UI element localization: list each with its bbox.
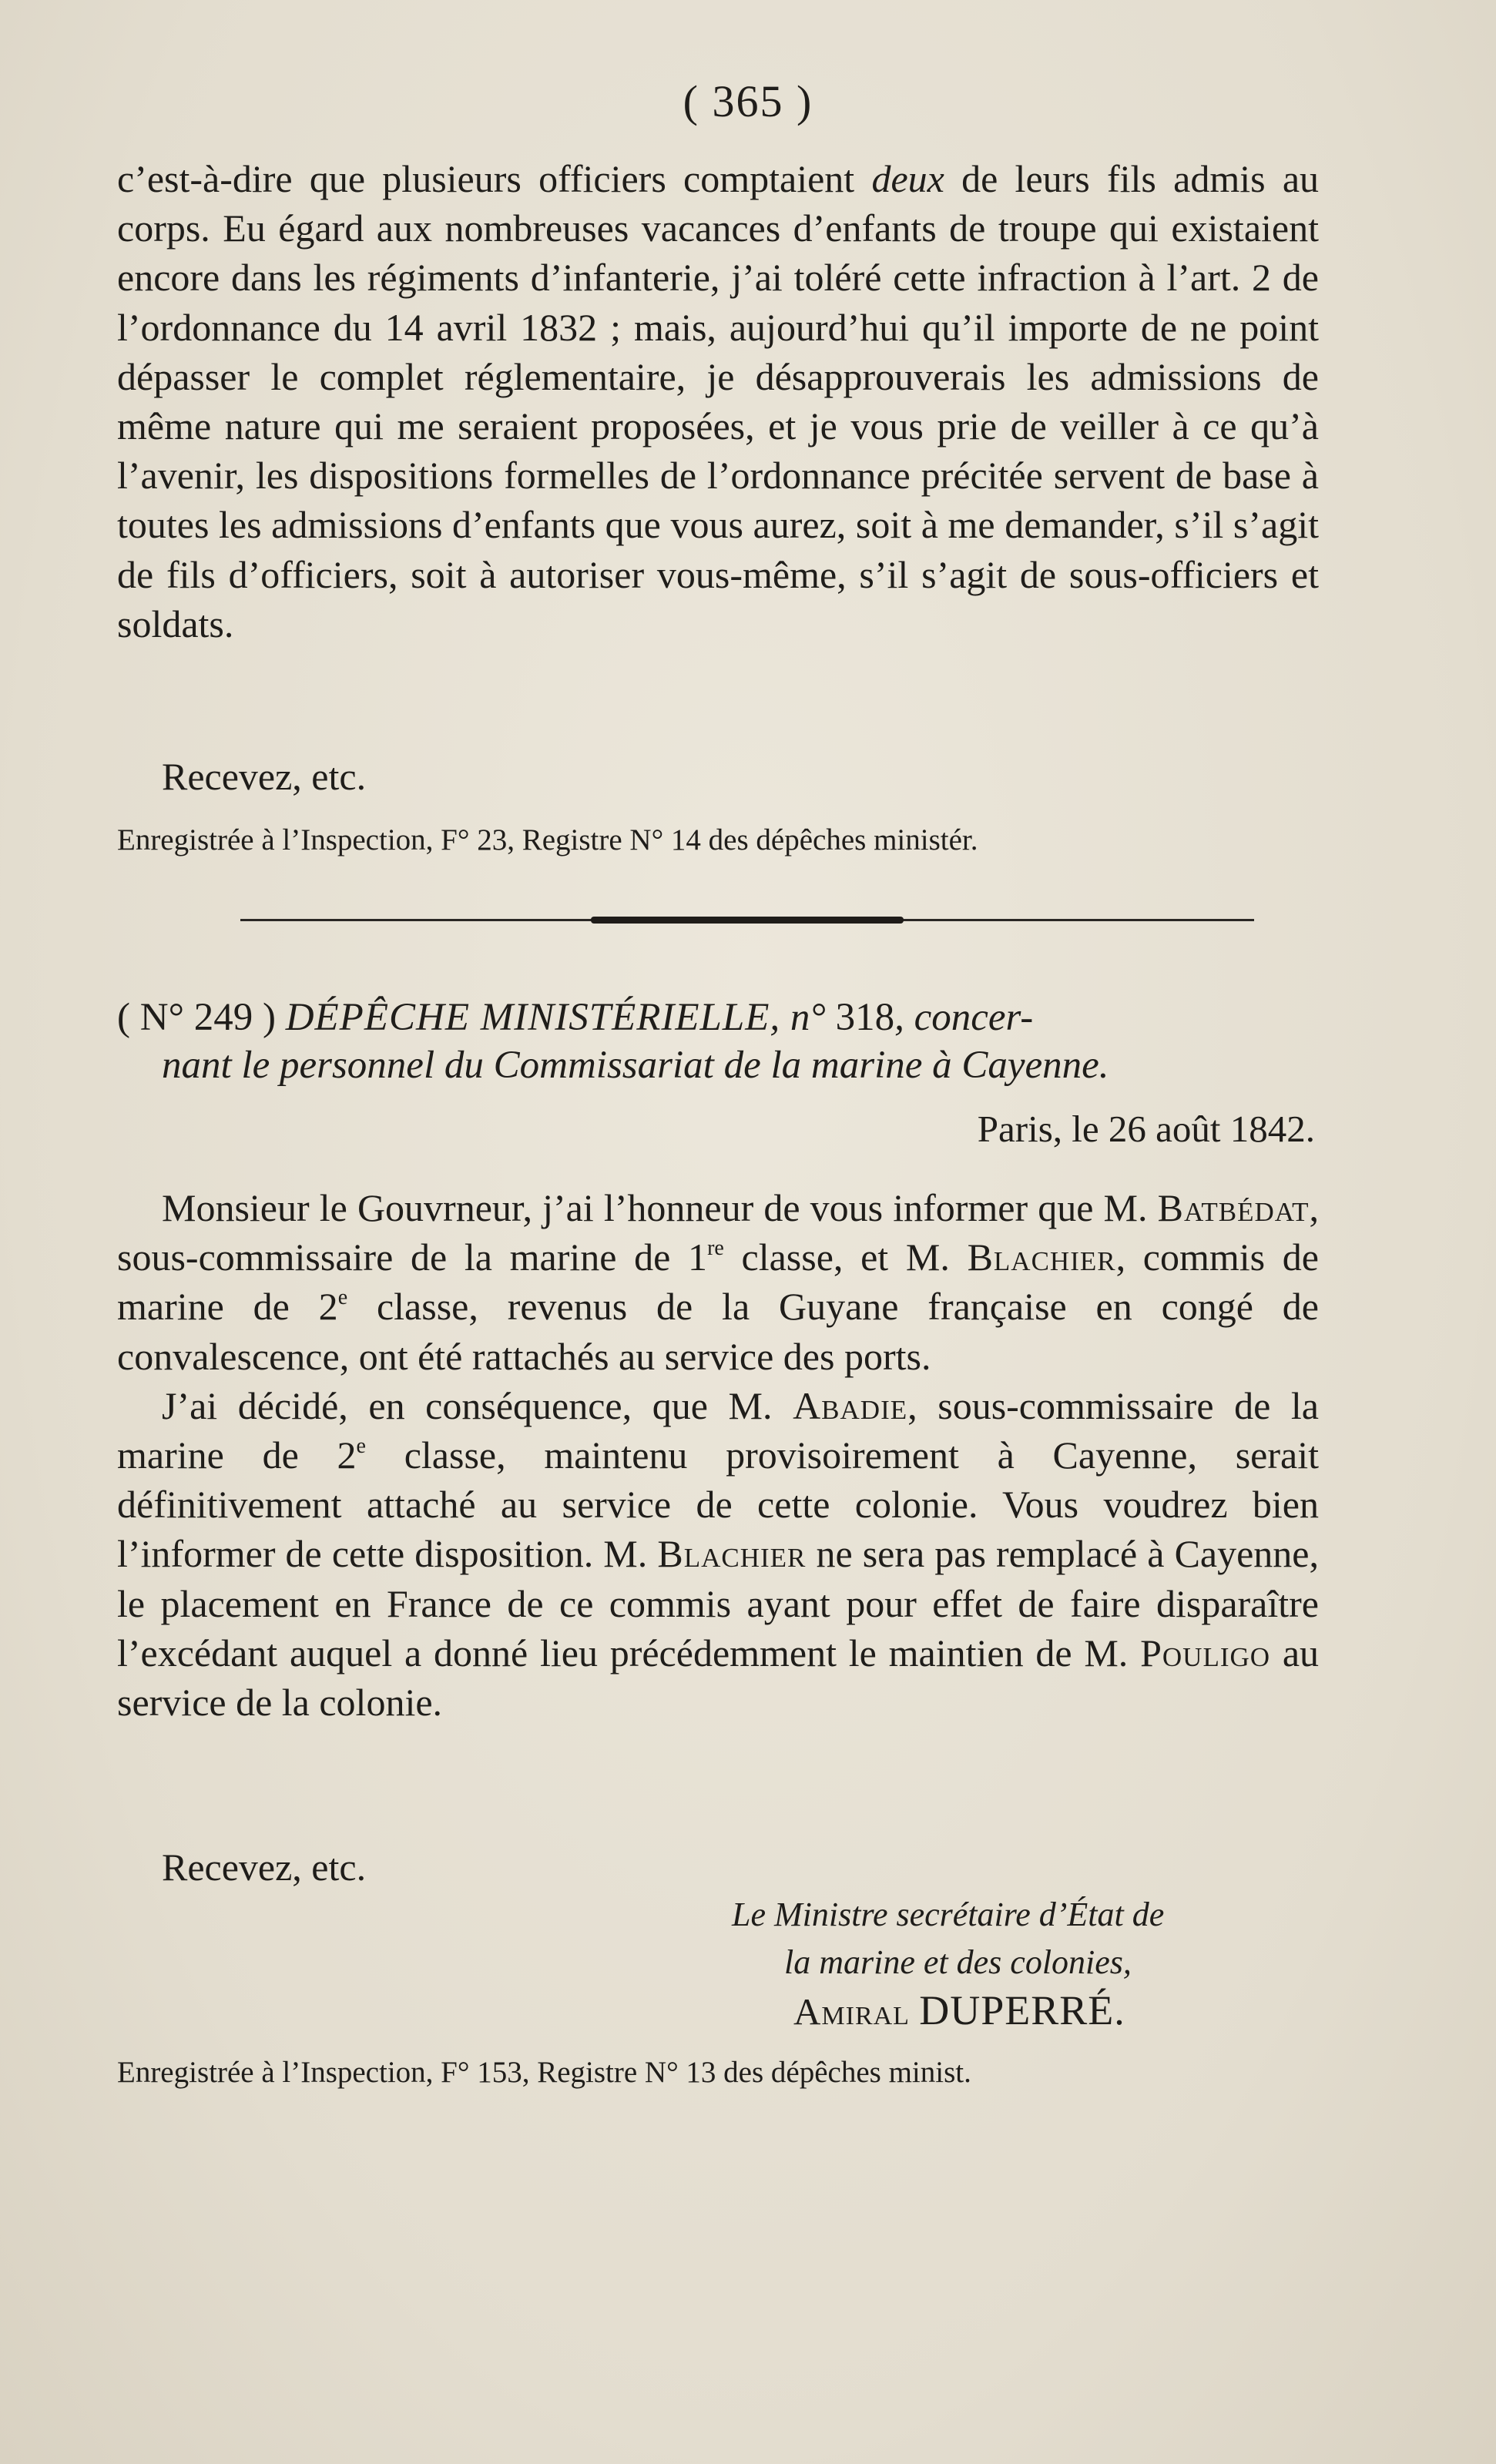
section-divider [240,917,1254,924]
registration-text: Enregistrée à l’Inspection, F° 23, Registre N° 14 des dépêches ministér. [117,823,978,857]
dispatch-body [117,1183,1319,1727]
person-name: Abadie [793,1383,908,1427]
signature-title-1: Le Ministre secrétaire d’État de [732,1896,1165,1933]
person-name: Batbédat [1157,1186,1310,1229]
dispatch-heading [117,994,1319,1089]
ordinal-suffix: e [356,1434,366,1459]
dateline-block [117,1106,1319,1152]
dispatch-title [117,994,1319,1041]
dispatch-number: ( N° 249 ) [117,996,276,1039]
page-number: ( 365 ) [683,76,813,126]
paragraph-text: classe, et M. [741,1235,950,1279]
ordinal-suffix: re [707,1236,724,1261]
signature-rank: Amiral [793,1990,910,2033]
ordinal-suffix: e [337,1286,348,1310]
registration-text: Enregistrée à l’Inspection, F° 153, Registre N° 13 des dépêches minist. [117,2056,971,2089]
paragraph-text: , sous-commissaire de la marine de 2 [117,1383,1319,1477]
closing-formula: Recevez, etc. [162,1845,367,1889]
italic-word: deux [871,157,944,200]
closing-block [117,752,1319,801]
dispatch-paragraph-2 [117,1381,1319,1727]
dispatch-closing [117,1842,1319,1892]
dateline: Paris, le 26 août 1842. [977,1108,1315,1150]
paragraph-text: J’ai décidé, en conséquence, que M. [162,1383,773,1427]
paragraph-text: ne sera pas remplacé à Cayenne, le placement en France de ce commis ayant pour effet de faire disparaître l’excédant auquel a donné lieu précédemment le maintien de M. [117,1532,1319,1675]
previous-dispatch-continuation [117,154,1319,649]
dispatch-type: DÉPÊCHE MINISTÉRIELLE, [285,996,781,1039]
dispatch-paragraph-1 [117,1183,1319,1381]
divider-ornament [591,917,904,924]
dispatch-subject: nant le personnel du Commissariat de la marine à Cayenne. [162,1044,1109,1087]
person-name: Blachier [967,1235,1116,1279]
continuation-paragraph [117,154,1319,649]
signatory-name: DUPERRÉ. [919,1987,1125,2033]
dispatch-subject-line [117,1041,1319,1089]
ref-prefix: n° [790,996,826,1039]
paragraph-text: c’est-à-dire que plusieurs officiers comptaient [117,157,855,200]
paragraph-text: , sous-commissaire de la marine de 1 [117,1186,1320,1279]
paragraph-text: classe, revenus de la Guyane française en congé de convalescence, ont été rattachés au service des ports. [117,1285,1319,1378]
paragraph-text: classe, maintenu provisoirement à Cayenne, serait définitivement attaché au service de cette colonie. Vous voudrez bien l’informer de cette disposition. M. [117,1433,1319,1576]
person-name: Blachier [657,1532,807,1576]
dispatch-subject: , concer- [894,996,1034,1039]
paragraph-text: Monsieur le Gouvrneur, j’ai l’honneur de vous informer que M. [162,1186,1148,1229]
signature-title-2: la marine et des colonies, [784,1943,1132,1981]
closing-formula: Recevez, etc. [162,755,367,798]
signature-name [793,1987,1125,2035]
person-name: Pouligo [1140,1631,1271,1675]
paragraph-text: de leurs fils admis au corps. Eu égard aux nombreuses vacances d’enfants de troupe qui existaient encore dans les régiments d’infanterie, j’ai toléré cette infraction à l’art. 2 de l’ordonnance du 14 avril 1832 ; mais, aujourd’hui qu’il importe de ne point dépasser le complet réglementaire, je désapprouverais les admissions de même nature qui me seraient proposées, et je vous prie de veiller à ce qu’à l’avenir, les dispositions formelles de l’ordonnance précitée servent de base à toutes les admissions d’enfants que vous aurez, soit à me demander, s’il s’agit de fils d’officiers, soit à autoriser vous-même, s’il s’agit de sous-officiers et soldats. [117,157,1320,645]
paragraph-text: au service de la colonie. [117,1631,1320,1725]
dispatch-registration-note [117,2053,1319,2092]
ref-number: 318 [835,996,895,1039]
paragraph-text: , commis de marine de 2 [117,1235,1319,1329]
registration-note [117,821,1319,860]
